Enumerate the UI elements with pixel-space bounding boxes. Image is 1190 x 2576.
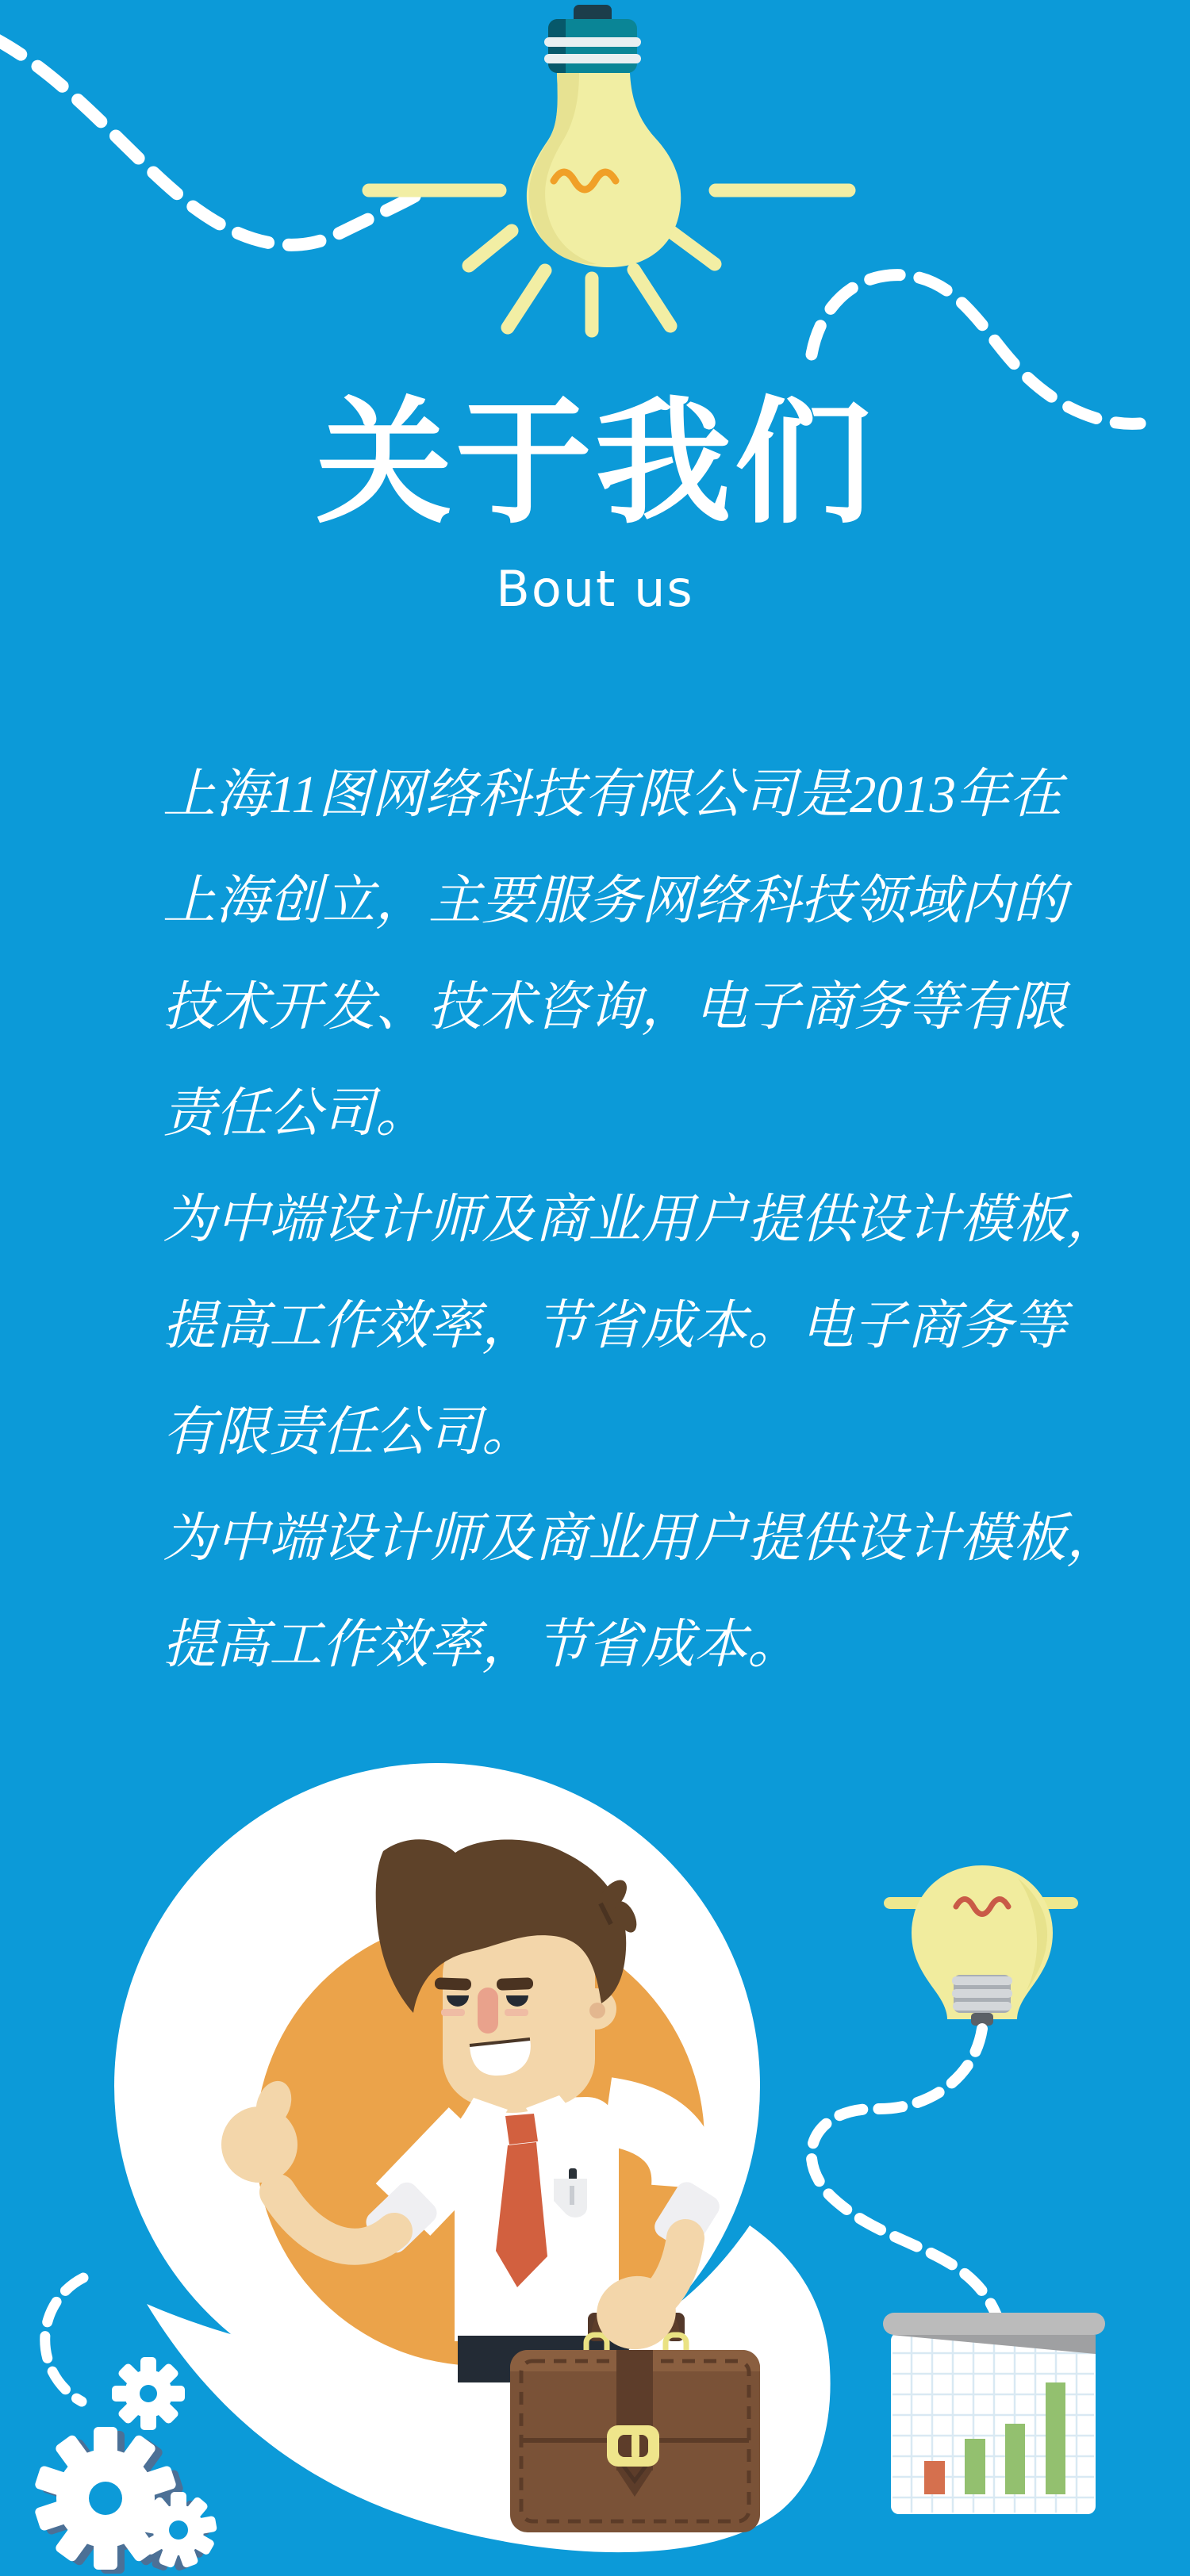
bar-chart-board-icon xyxy=(883,2313,1105,2514)
paragraph-line: 为中端设计师及商业用户提供设计模板， xyxy=(163,1509,1119,1568)
paragraph-line: 技术开发、技术咨询，电子商务等有限 xyxy=(163,978,1066,1037)
face xyxy=(443,1927,595,2106)
chart-bar xyxy=(1005,2424,1025,2494)
hanging-lightbulb-icon xyxy=(369,5,849,331)
paragraph-line: 有限责任公司。 xyxy=(163,1403,535,1462)
nose xyxy=(478,1988,498,2034)
chart-bar xyxy=(924,2461,945,2494)
chart-bar xyxy=(1046,2382,1065,2494)
paragraph-line: 为中端设计师及商业用户提供设计模板， xyxy=(163,1190,1119,1249)
paragraph-line: 上海创立，主要服务网络科技领域内的 xyxy=(163,872,1066,930)
idea-lightbulb-icon xyxy=(812,1865,1078,2319)
eyebrow-left xyxy=(435,1977,471,1991)
businessman-avatar xyxy=(114,1763,831,2552)
paragraph-line: 提高工作效率，节省成本。电子商务等 xyxy=(163,1297,1066,1355)
paragraph-line: 上海11图网络科技有限公司是2013年在 xyxy=(163,765,1063,824)
dashed-curve-top-left-icon xyxy=(0,38,422,245)
page-subtitle: Bout us xyxy=(496,560,694,618)
paragraph-line: 提高工作效率，节省成本。 xyxy=(163,1616,800,1674)
board-top-bar xyxy=(883,2313,1105,2335)
dashed-curve-bulb-to-board xyxy=(812,2029,998,2319)
paragraph-line: 责任公司。 xyxy=(163,1084,428,1143)
eyebrow-right xyxy=(497,1977,533,1991)
page-title: 关于我们 xyxy=(316,383,874,542)
about-paragraph xyxy=(163,742,1119,1698)
chart-bar xyxy=(965,2439,985,2494)
dashed-arc-near-gears xyxy=(45,2278,83,2402)
